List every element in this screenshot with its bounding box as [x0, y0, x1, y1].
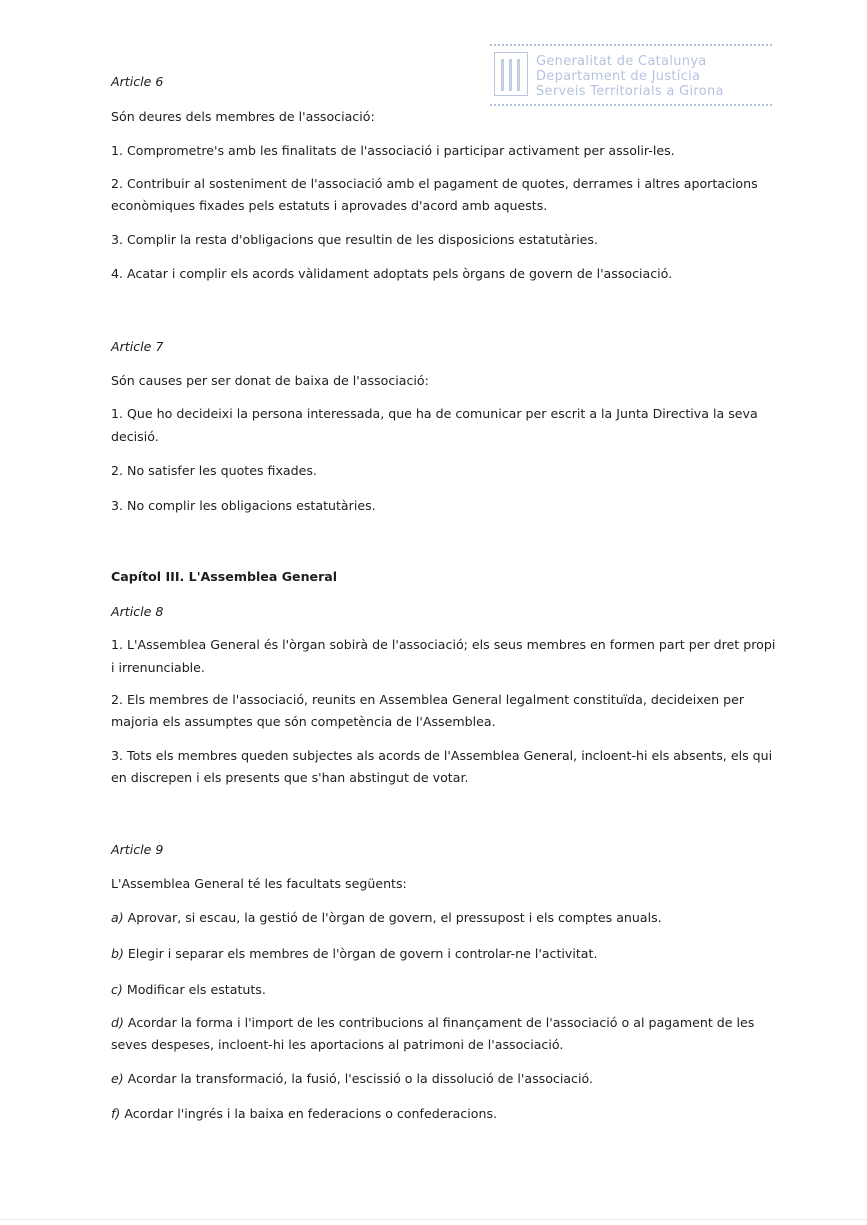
coat-of-arms-icon	[494, 52, 528, 96]
article-7-heading: Article 7	[111, 339, 164, 354]
article-6-item-2: 2. Contribuir al sosteniment de l'associació amb el pagament de quotes, derrames i altres aportacions	[111, 176, 758, 191]
page-edge	[0, 1219, 867, 1220]
item-letter: c)	[111, 982, 123, 997]
article-7-intro: Són causes per ser donat de baixa de l'associació:	[111, 373, 429, 388]
article-6-item-3: 3. Complir la resta d'obligacions que resultin de les disposicions estatutàries.	[111, 232, 598, 247]
article-6-item-4: 4. Acatar i complir els acords vàlidament adoptats pels òrgans de govern de l'associació.	[111, 266, 673, 281]
stamp-line-3: Serveis Territorials a Girona	[536, 84, 724, 99]
article-9-item-d-cont	[111, 1034, 563, 1056]
stamp-line-2: Departament de Justícia	[536, 69, 701, 84]
item-text: Aprovar, si escau, la gestió de l'òrgan de govern, el pressupost i els comptes anuals.	[123, 910, 662, 925]
item-text: seves despeses, incloent-hi les aportacions al patrimoni de l'associació.	[111, 1037, 564, 1052]
stamp-bottom-rule	[490, 104, 772, 106]
article-9-item-b	[111, 943, 597, 965]
stamp-text	[536, 54, 724, 99]
article-7-item-2: 2. No satisfer les quotes fixades.	[111, 463, 317, 478]
item-letter: f)	[111, 1106, 121, 1121]
article-8-item-3-cont: en discrepen i els presents que s'han abstingut de votar.	[111, 770, 469, 785]
article-8-item-3: 3. Tots els membres queden subjectes als acords de l'Assemblea General, incloent-hi els absents, els qui	[111, 748, 773, 763]
article-8-item-2: 2. Els membres de l'associació, reunits en Assemblea General legalment constituïda, decideixen per	[111, 692, 745, 707]
article-9-item-c	[111, 979, 266, 1001]
item-text: Acordar la forma i l'import de les contribucions al finançament de l'associació o al pagament de les	[123, 1015, 755, 1030]
item-text: Modificar els estatuts.	[122, 982, 266, 997]
chapter-3-title: Capítol III. L'Assemblea General	[111, 569, 338, 584]
item-text: Elegir i separar els membres de l'òrgan de govern i controlar-ne l'activitat.	[123, 946, 598, 961]
article-8-item-1-cont: i irrenunciable.	[111, 660, 205, 675]
article-7-item-3: 3. No complir les obligacions estatutàries.	[111, 498, 376, 513]
article-8-item-1: 1. L'Assemblea General és l'òrgan sobirà de l'associació; els seus membres en formen part per dret propi	[111, 637, 776, 652]
article-9-heading: Article 9	[111, 842, 164, 857]
article-9-item-a	[111, 907, 662, 929]
stamp-top-rule	[490, 44, 772, 46]
item-letter: d)	[111, 1015, 124, 1030]
article-9-item-d	[111, 1012, 754, 1034]
article-8-item-2-cont: majoria els assumptes que són competència de l'Assemblea.	[111, 714, 496, 729]
article-8-heading: Article 8	[111, 604, 164, 619]
item-text: Acordar l'ingrés i la baixa en federacions o confederacions.	[120, 1106, 498, 1121]
article-6-item-1: 1. Comprometre's amb les finalitats de l'associació i participar activament per assolir-les.	[111, 143, 675, 158]
article-9-intro: L'Assemblea General té les facultats següents:	[111, 876, 407, 891]
item-letter: e)	[111, 1071, 124, 1086]
article-9-item-f	[111, 1103, 497, 1125]
registry-stamp	[490, 42, 772, 108]
article-7-item-1-cont: decisió.	[111, 429, 159, 444]
article-7-item-1: 1. Que ho decideixi la persona interessada, que ha de comunicar per escrit a la Junta Directiva la seva	[111, 406, 758, 421]
article-6-heading: Article 6	[111, 74, 164, 89]
article-6-intro: Són deures dels membres de l'associació:	[111, 109, 375, 124]
article-6-item-2-cont: econòmiques fixades pels estatuts i aprovades d'acord amb aquests.	[111, 198, 548, 213]
item-text: Acordar la transformació, la fusió, l'escissió o la dissolució de l'associació.	[123, 1071, 593, 1086]
item-letter: b)	[111, 946, 124, 961]
article-9-item-e	[111, 1068, 593, 1090]
item-letter: a)	[111, 910, 124, 925]
stamp-line-1: Generalitat de Catalunya	[536, 54, 707, 69]
